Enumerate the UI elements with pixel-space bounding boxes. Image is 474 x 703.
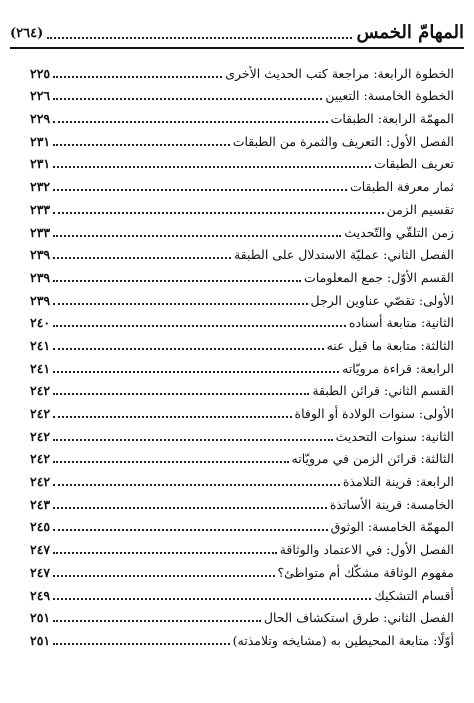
toc-entry-title: الثالثة: قرائن الزمن في مرويّاته	[291, 451, 454, 467]
toc-entry-title: القسم الأوّل: جمع المعلومات	[304, 269, 454, 285]
toc-leader-dots	[53, 393, 309, 395]
toc-entry	[30, 468, 454, 491]
toc-entry-title: تعريف الطبقات	[373, 156, 454, 172]
toc-entry-title: ثمار معرفة الطبقات	[349, 179, 454, 195]
toc-entry-page-number: ٢٤٠	[30, 315, 51, 331]
toc-entry-page-number: ٢٤٢	[30, 474, 51, 490]
toc-entry-title: الخطوة الخامسة: التعيين	[325, 88, 454, 104]
toc-entry-title: الفصل الأول: التعريف والثمرة من الطبقات	[232, 133, 454, 149]
running-header	[10, 18, 464, 44]
toc-leader-dots	[53, 189, 347, 191]
toc-leader-dots	[53, 620, 261, 622]
toc-leader-dots	[53, 348, 323, 350]
toc-entry	[30, 355, 454, 378]
toc-leader-dots	[53, 166, 371, 168]
toc-entry-page-number: ٢٢٩	[30, 111, 51, 127]
toc-entry-title: الثالثة: متابعة ما قيل عنه	[326, 337, 454, 353]
toc-entry-page-number: ٢٤٩	[30, 587, 51, 603]
toc-entry-page-number: ٢٤١	[30, 337, 51, 353]
toc-entry	[30, 83, 454, 106]
toc-leader-dots	[53, 643, 229, 645]
toc-entry	[30, 60, 454, 83]
toc-leader-dots	[53, 303, 307, 305]
toc-entry-page-number: ٢٣٩	[30, 292, 51, 308]
toc-entry-title: الأولى: تقصّي عناوين الرجل	[310, 292, 454, 308]
toc-entry-page-number: ٢٣٩	[30, 269, 51, 285]
toc-entry-title: الرابعة: قرينة التلامذة	[342, 474, 454, 490]
toc-entry-title: الفصل الثاني: عمليّة الاستدلال على الطبقة	[233, 247, 454, 263]
table-of-contents	[30, 60, 454, 650]
toc-entry	[30, 128, 454, 151]
toc-entry	[30, 173, 454, 196]
toc-entry-title: الثانية: متابعة أسناده	[348, 315, 454, 331]
toc-entry-title: زمن التلقّي والتّحديث	[344, 224, 454, 240]
toc-entry-title: الخطوة الرابعة: مراجعة كتب الحديث الأخرى	[225, 65, 454, 81]
toc-entry-title: الفصل الثاني: طرق استكشاف الحال	[263, 610, 454, 626]
toc-entry	[30, 242, 454, 265]
toc-entry-page-number: ٢٤٢	[30, 383, 51, 399]
toc-entry	[30, 605, 454, 628]
toc-leader-dots	[53, 439, 332, 441]
toc-entry	[30, 310, 454, 333]
toc-entry-title: الخامسة: قرينة الأساتذة	[329, 496, 454, 512]
toc-leader-dots	[53, 552, 277, 554]
toc-entry-page-number: ٢٥١	[30, 610, 51, 626]
toc-entry	[30, 378, 454, 401]
toc-leader-dots	[53, 598, 371, 600]
toc-entry-page-number: ٢٣٣	[30, 224, 51, 240]
toc-entry-page-number: ٢٣٢	[30, 179, 51, 195]
toc-entry	[30, 400, 454, 423]
toc-leader-dots	[53, 575, 274, 577]
toc-leader-dots	[53, 212, 383, 214]
toc-leader-dots	[53, 235, 341, 237]
toc-entry-page-number: ٢٣١	[30, 133, 51, 149]
toc-entry-page-number: ٢٤١	[30, 360, 51, 376]
header-leader-dots	[47, 37, 352, 39]
toc-entry-page-number: ٢٤٢	[30, 406, 51, 421]
toc-entry	[30, 536, 454, 559]
toc-entry	[30, 219, 454, 242]
toc-leader-dots	[53, 144, 230, 146]
toc-entry	[30, 446, 454, 469]
toc-entry-title: الثانية: سنوات التحديث	[335, 428, 454, 444]
toc-leader-dots	[53, 416, 291, 418]
header-rule	[10, 47, 464, 49]
toc-entry-title: تقسيم الزمن	[386, 201, 454, 217]
toc-entry-title: الفصل الأول: في الاعتماد والوثاقة	[279, 542, 454, 558]
toc-entry-title: المهمّة الرابعة: الطبقات	[330, 111, 454, 127]
toc-leader-dots	[53, 76, 222, 78]
toc-entry-page-number: ٢٣١	[30, 156, 51, 172]
toc-entry-page-number: ٢٣٩	[30, 247, 51, 263]
toc-entry-page-number: ٢٤٧	[30, 564, 51, 580]
toc-entry-title: مفهوم الوثاقة مشكّك أم متواطئ؟	[277, 564, 454, 580]
header-page-number: (٢٦٤)	[10, 26, 44, 41]
toc-entry	[30, 582, 454, 605]
toc-entry	[30, 196, 454, 219]
toc-entry-title: المهمّة الخامسة: الوثوق	[330, 519, 454, 535]
toc-entry	[30, 423, 454, 446]
toc-entry	[30, 514, 454, 537]
toc-entry-page-number: ٢٤٢	[30, 428, 51, 444]
toc-entry	[30, 287, 454, 310]
toc-entry-title: أقسام التشكيك	[374, 587, 454, 603]
toc-entry	[30, 264, 454, 287]
toc-entry-page-number: ٢٣٣	[30, 201, 51, 217]
toc-entry	[30, 491, 454, 514]
toc-entry	[30, 151, 454, 174]
toc-entry-title: الأولى: سنوات الولادة أو الوفاة	[294, 406, 454, 421]
toc-entry	[30, 105, 454, 128]
toc-entry-title: أوّلًا: متابعة المحيطين به (مشايخه وتلامذته)	[232, 632, 454, 648]
toc-entry	[30, 627, 454, 650]
toc-entry-page-number: ٢٤٣	[30, 496, 51, 512]
toc-leader-dots	[53, 98, 322, 100]
toc-entry-title: القسم الثاني: قرائن الطبقة	[312, 383, 454, 399]
toc-leader-dots	[53, 507, 327, 509]
page-title: المهامّ الخمس	[356, 22, 464, 43]
toc-leader-dots	[53, 257, 231, 259]
toc-leader-dots	[53, 484, 340, 486]
toc-entry-page-number: ٢٤٥	[30, 519, 51, 535]
toc-leader-dots	[53, 280, 301, 282]
toc-entry	[30, 559, 454, 582]
toc-leader-dots	[53, 461, 288, 463]
toc-entry-page-number: ٢٤٧	[30, 542, 51, 558]
toc-entry-page-number: ٢٥١	[30, 632, 51, 648]
toc-entry-page-number: ٢٤٢	[30, 451, 51, 467]
toc-leader-dots	[53, 529, 327, 531]
toc-entry-title: الرابعة: قراءة مرويّاته	[342, 360, 454, 376]
toc-entry	[30, 332, 454, 355]
toc-entry-page-number: ٢٢٦	[30, 88, 51, 104]
toc-leader-dots	[53, 325, 346, 327]
toc-entry-page-number: ٢٢٥	[30, 65, 51, 81]
toc-leader-dots	[53, 121, 327, 123]
toc-leader-dots	[53, 371, 339, 373]
